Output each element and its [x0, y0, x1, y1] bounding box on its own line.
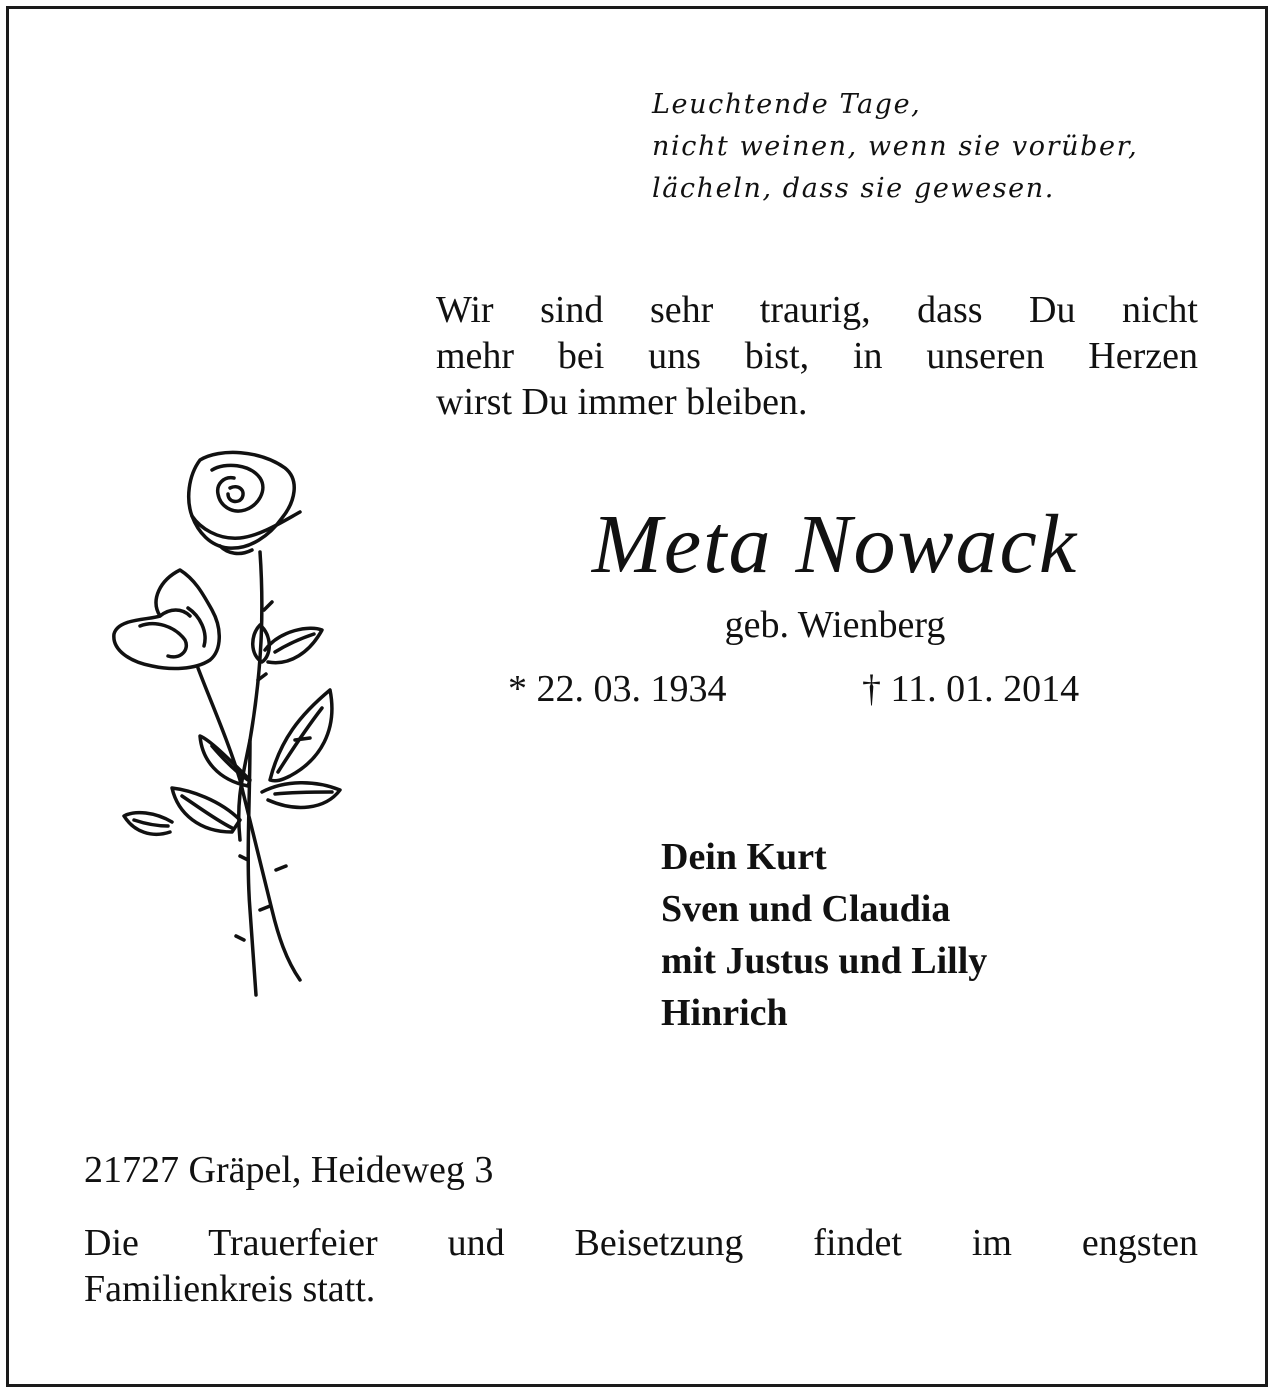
mourners-list: [661, 831, 987, 1039]
notice-line: Familienkreis statt.: [84, 1268, 376, 1310]
message-line: wirst Du immer bleiben.: [436, 381, 808, 423]
family-address: 21727 Gräpel, Heideweg 3: [84, 1149, 494, 1191]
poem-verse: [652, 84, 1212, 210]
mourner-line: Dein Kurt: [661, 836, 827, 878]
poem-line: lächeln, dass sie gewesen.: [652, 173, 1055, 204]
poem-line: Leuchtende Tage,: [652, 89, 922, 120]
message-line: Wir sind sehr traurig, dass Du nicht: [436, 289, 1198, 331]
mourner-line: Sven und Claudia: [661, 888, 951, 930]
death-date: † 11. 01. 2014: [862, 668, 1080, 710]
maiden-name: geb. Wienberg: [724, 604, 946, 646]
funeral-notice: [84, 1220, 1198, 1312]
mourner-line: mit Justus und Lilly: [661, 940, 988, 982]
rose-drawing-icon: [100, 440, 360, 1000]
poem-line: nicht weinen, wenn sie vorüber,: [652, 131, 1139, 162]
deceased-name: Meta Nowack: [591, 498, 1079, 591]
mourner-line: Hinrich: [661, 992, 788, 1034]
notice-line: Die Trauerfeier und Beisetzung findet im engsten: [84, 1222, 1198, 1264]
condolence-message: [436, 287, 1198, 425]
message-line: mehr bei uns bist, in unseren Herzen: [436, 335, 1198, 377]
birth-date: * 22. 03. 1934: [508, 668, 727, 710]
